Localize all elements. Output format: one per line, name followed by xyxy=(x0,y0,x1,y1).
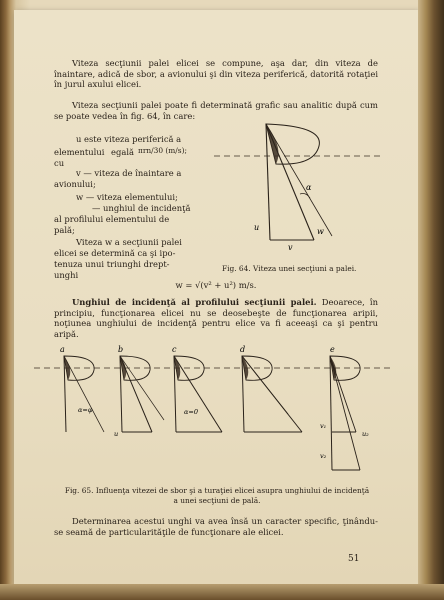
def-alpha-line2: al profilului elementului de xyxy=(54,214,170,224)
paragraph-3 xyxy=(54,297,378,339)
paragraph-2: Viteza secţiunii palei poate fi determinată grafic sau analitic după cum se poate vedea în fig. 64, în care: xyxy=(54,100,378,121)
fig65-panel-d xyxy=(240,345,302,432)
def-w2-line2: elicei se determină ca şi ipo- xyxy=(54,248,176,258)
def-u-formula: πrn/30 (m/s); xyxy=(138,146,187,155)
def-v-line1: v — viteza de înaintare a xyxy=(76,168,182,178)
def-w: w — viteza elementului; xyxy=(76,192,178,202)
def-alpha-line3: pală; xyxy=(54,225,75,235)
fig64-label-u: u xyxy=(254,223,260,232)
fig65-label-c: c xyxy=(172,345,177,354)
paragraph-4: Determinarea acestui unghi va avea însă un caracter specific, ţinându-se seamă de particularităţile de funcţionare ale elicei. xyxy=(54,516,378,537)
page-number: 51 xyxy=(348,554,360,564)
figure-65-diagram xyxy=(34,340,394,480)
figure-64-diagram xyxy=(214,118,384,258)
section-heading: Unghiul de incidenţă al profilului secţiunii palei. xyxy=(72,297,317,307)
figure-65-caption-line2: a unei secţiuni de pală. xyxy=(173,496,261,505)
fig65-label-u2: u₂ xyxy=(362,430,369,438)
fig64-label-alpha: α xyxy=(306,183,312,192)
def-w2-line1: Viteza w a secţiunii palei xyxy=(76,237,182,247)
fig65-angle-a: α=φ xyxy=(78,406,93,414)
figure-64-caption: Fig. 64. Viteza unei secţiuni a palei. xyxy=(222,264,357,273)
def-w2-line4: unghi xyxy=(54,270,79,280)
fig64-label-v: v xyxy=(288,243,293,252)
figure-65-caption-line1: Fig. 65. Influenţa vitezei de sbor şi a turaţiei elicei asupra unghiului de incidenţă xyxy=(64,486,370,495)
fig65-label-a: a xyxy=(60,345,65,354)
fig65-panel-b xyxy=(114,345,164,438)
fig65-label-b: b xyxy=(118,345,124,354)
fig65-panel-c xyxy=(172,345,222,432)
fig65-label-d: d xyxy=(240,345,246,354)
paragraph-3-text: Deoarece, în principiu, funcţionarea elicei nu se deosebeşte de funcţionarea aripii, noţiunea unghiului de incidenţă pentru elice va fi aceeaşi ca şi pentru aripă. xyxy=(54,297,378,339)
def-u-line1: u este viteza periferică a xyxy=(76,134,182,144)
fig65-panel-e xyxy=(320,345,369,470)
fig64-label-w: w xyxy=(317,227,324,236)
def-alpha-line1: — unghiul de incidenţă xyxy=(92,203,191,213)
fig65-panel-a xyxy=(60,345,104,432)
fig65-label-v2: v₂ xyxy=(320,452,327,460)
book-page xyxy=(14,10,418,584)
formula-w: w = √(v² + u²) m/s. xyxy=(175,280,257,290)
page-edge-bottom xyxy=(0,584,444,600)
page-edge-right xyxy=(418,0,444,600)
def-w2-line3: tenuza unui triunghi drept- xyxy=(54,259,170,269)
fig65-label-e: e xyxy=(330,345,335,354)
def-v-line2: avionului; xyxy=(54,179,96,189)
fig65-angle-c: α=0 xyxy=(184,408,198,416)
fig65-label-u-b: u xyxy=(114,430,119,438)
fig65-label-v1: v₁ xyxy=(320,422,327,430)
paragraph-1: Viteza secţiunii palei elicei se compune, aşa dar, din viteza de înaintare, adică de sbor, a avionului şi din viteza periferică, datorită rotaţiei în jurul axului elicei. xyxy=(54,58,378,90)
def-u-line2: elementului egală cu xyxy=(54,147,134,168)
